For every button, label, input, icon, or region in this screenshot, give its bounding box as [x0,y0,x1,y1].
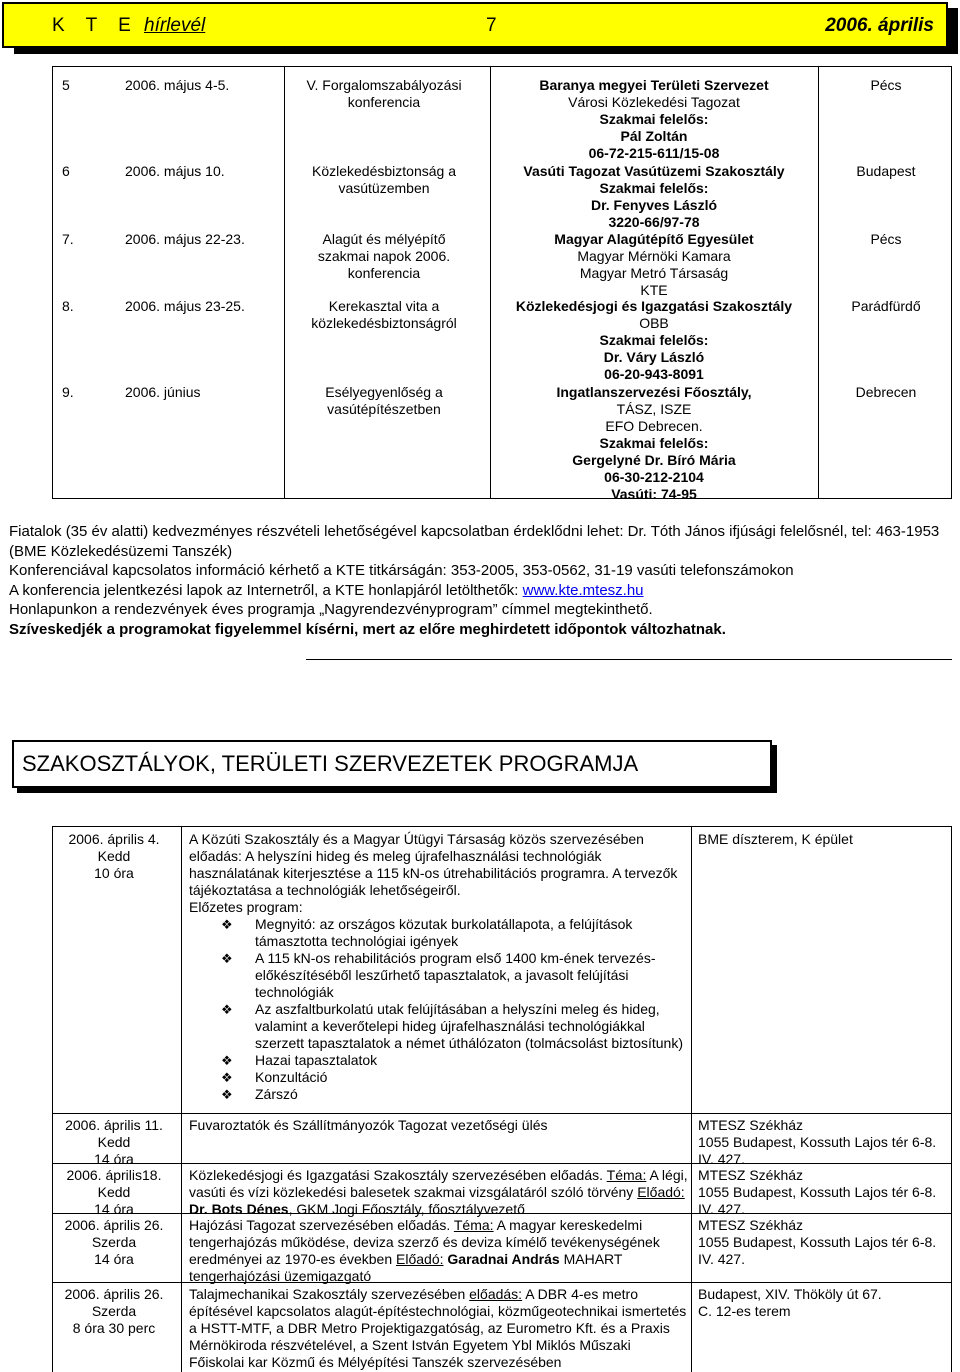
event-number: 7. [62,231,74,247]
organizer-line: Dr. Váry László [603,349,705,365]
organizer-line: Szakmai felelős: [599,435,709,451]
program-description [189,1217,689,1285]
description-text: A légi, vasúti és vízi közlekedési balesetek szakmai vizsgálatáról szóló törvény [189,1167,688,1200]
location-line: Budapest, XIV. Thököly út 67. [698,1286,882,1302]
program-location: BME díszterem, K épület [698,831,853,847]
location-line: 1055 Budapest, Kossuth Lajos tér 6-8. IV. 427. [698,1134,937,1167]
organizer-line: Magyar Mérnöki Kamara [577,248,731,264]
program-bullet-item [189,1001,689,1052]
diamond-bullet-icon: ❖ [221,1087,233,1102]
program-date-line: 2006. április 4. [68,831,160,847]
program-bullet-text: A 115 kN-os rehabilitációs program első 1400 km-ének tervezés-előkészítéséből leszűrhető tapasztalatok, a javasolt felújítási technológiák [255,950,656,1000]
event-title-line: vasútüzemben [338,180,430,196]
preliminary-program-label: Előzetes program: [189,899,303,915]
event-title-line: szakmai napok 2006. [317,248,451,264]
organizer-line: EFO Debrecen. [605,418,703,434]
program-time: 14 óra [94,1151,134,1167]
organizer-line: Pál Zoltán [620,128,688,144]
event-place: Budapest [856,163,916,179]
location-line: MTESZ Székház [698,1117,804,1133]
organizer-line: Vasúti Tagozat Vasútüzemi Szakosztály [523,163,785,179]
event-title [285,298,483,332]
organizer-line: 06-72-215-611/15-08 [588,145,720,161]
location-line: C. 12-es terem [698,1303,791,1319]
secretariat-info-paragraph: Konferenciával kapcsolatos információ kérhető a KTE titkárságán: 353-2005, 353-0562, 31-19 vasúti telefonszámokon [9,562,794,579]
event-date: 2006. május 4-5. [125,77,230,93]
event-number: 6 [62,163,70,179]
program-time: 14 óra [94,1251,134,1267]
program-description: Fuvaroztatók és Szállítmányozók Tagozat vezetőségi ülés [189,1117,548,1133]
event-organizer [490,163,818,231]
program-bullet-text: Konzultáció [255,1069,328,1085]
program-day: Kedd [97,1134,131,1150]
organizer-line: Szakmai felelős: [599,111,709,127]
info-paragraphs [9,522,957,639]
event-title-line: Közlekedésbiztonság a [312,163,456,179]
organizer-line: Szakmai felelős: [599,180,709,196]
program-bullet-item [189,950,689,1001]
page-number: 7 [486,15,497,36]
event-title-line: konferencia [347,94,421,110]
description-text: , GKM Jogi Főosztály, főosztályvezető [288,1201,525,1217]
event-title [285,384,483,418]
organizer-line: 06-20-943-8091 [604,366,704,382]
tema-label: Téma: [606,1167,647,1183]
program-location [698,1217,953,1268]
event-title [285,77,483,111]
program-location [698,1286,953,1320]
organizer-line: Szakmai felelős: [599,332,709,348]
program-date [53,1167,175,1218]
organizer-line: 06-30-212-2104 [604,469,704,485]
diamond-bullet-icon: ❖ [221,1070,233,1085]
event-date: 2006. május 10. [125,163,225,179]
organizer-line: Dr. Fenyves László [590,197,718,213]
event-title-line: vasútépítészetben [327,401,441,417]
program-location [698,1117,953,1168]
organizer-line: Magyar Alagútépítő Egyesület [554,231,754,247]
organizer-line: Gergelyné Dr. Bíró Mária [572,452,736,468]
youth-info-paragraph: Fiatalok (35 év alatti) kedvezményes részvételi lehetőségével kapcsolatban érdeklődni lehet: Dr. Tóth János ifjúsági felelősnél, tel: 463-1953 (BME Közlekedésüzemi Tanszék) [9,523,940,560]
event-title-line: közlekedésbiztonságról [311,315,457,331]
location-line: 1055 Budapest, Kossuth Lajos tér 6-8. IV. 427. [698,1184,937,1217]
event-organizer [490,384,818,503]
location-line: 1055 Budapest, Kossuth Lajos tér 6-8. IV. 427. [698,1234,937,1267]
description-text: MAHART tengerhajózási üzemigazgató [189,1251,623,1284]
program-time: 14 óra [94,1201,134,1217]
event-date: 2006. június [125,384,201,400]
program-table [52,826,952,1372]
program-description [189,1286,689,1371]
eloado-label: Előadó: [637,1184,685,1200]
column-divider [691,827,692,1372]
location-line: MTESZ Székház [698,1167,804,1183]
program-time: 10 óra [94,865,134,881]
organizer-line: KTE [640,282,668,298]
event-place: Parádfürdő [851,298,921,314]
event-title-line: konferencia [347,265,421,281]
column-divider [181,827,182,1372]
column-divider [818,67,819,498]
event-number: 5 [62,77,70,93]
program-day: Kedd [97,1184,131,1200]
organizer-line: Közlekedésjogi és Igazgatási Szakosztály [515,298,793,314]
program-bullet-text: Megnyitó: az országos közutak burkolatállapota, a felújítások támasztotta technológiai igények [255,916,633,949]
section-title: SZAKOSZTÁLYOK, TERÜLETI SZERVEZETEK PROGRAMJA [12,740,772,788]
speaker-name: Garadnai András [443,1251,560,1267]
description-text: A DBR 4-es metro építésével kapcsolatos alagút-építéstechnológiai, közműgeotechnikai ismertetés a HSTT-MTF, a DBR Metro Projektigazgatóság, az Eurometro Kft. és a Praxis Mérnökiroda részvételével, a Szent István Egyetem Ybl Miklós Műszaki Főiskolai kar Közmű és Mélyépítési Tanszék szervezésében [189,1286,687,1370]
event-title [285,231,483,282]
program-time: 8 óra 30 perc [72,1320,156,1336]
application-info-text: A konferencia jelentkezési lapok az Internetről, a KTE honlapjáról letölthetők: [9,581,523,599]
event-number: 8. [62,298,74,314]
event-title-line: Esélyegyenlőség a [325,384,443,400]
organizer-line: Baranya megyei Területi Szervezet [539,77,769,93]
program-day: Szerda [91,1234,137,1250]
column-divider [284,67,285,498]
notice-paragraph: Szíveskedjék a programokat figyelemmel kísérni, mert az előre meghirdetett időpontok változhatnak. [9,620,726,638]
description-text: A magyar kereskedelmi tengerhajózás működése, deviza szerző és deviza kímélő tevékenységének eredményei az 1970-es években [189,1217,660,1267]
annual-program-paragraph: Honlapunkon a rendezvények éves programja „Nagyrendezvényprogram” címmel megtekinthető. [9,601,653,618]
event-title-line: Kerekasztal vita a [328,298,440,314]
application-info-paragraph [9,581,957,601]
event-place: Pécs [870,77,902,93]
program-date [53,1286,175,1337]
organizer-line: Vasúti: 74-95 [611,486,697,502]
event-title [285,163,483,197]
program-bullet-text: Zárszó [255,1086,298,1102]
row-divider [53,1113,951,1114]
separator-line [306,659,952,660]
event-number: 9. [62,384,74,400]
program-date [53,1117,175,1168]
newsletter-header [2,2,948,48]
program-date-line: 2006. április18. [66,1167,162,1183]
program-day: Kedd [97,848,131,864]
event-date: 2006. május 22-23. [125,231,245,247]
organizer-line: Magyar Metró Társaság [579,265,729,281]
program-bullet-text: Hazai tapasztalatok [255,1052,378,1068]
header-date: 2006. április [825,15,934,36]
program-date-line: 2006. április 26. [64,1286,164,1302]
program-day: Szerda [91,1303,137,1319]
program-description-text: A Közúti Szakosztály és a Magyar Útügyi Társaság közös szervezésében előadás: A helyszíni hideg és meleg újrafelhasználási technológiák használatának kiterjesztése a 115 kN-os útrehabilitációs programra. A tervezők tájékoztatása a technológiák lehetőségeiről. [189,831,678,898]
organizer-line: Ingatlanszervezési Főosztály, [556,384,752,400]
diamond-bullet-icon: ❖ [221,1002,233,1017]
description-text: Talajmechanikai Szakosztály szervezésében [189,1286,470,1302]
tema-label: Téma: [453,1217,494,1233]
description-text: Közlekedésjogi és Igazgatási Szakosztály szervezésében előadás. [189,1167,607,1183]
program-bullet-text: Az aszfaltburkolatú utak felújításában a helyszíni meleg és hideg, valamint a keverőtelepi hideg újrafelhasználási technológiákkal szerzett tapasztalatok a német úthálózaton (tolmácsolást biztosítunk) [255,1001,683,1051]
organizer-line: OBB [639,315,669,331]
header-hirlevel: hírlevél [144,15,206,36]
event-organizer [490,298,818,383]
organizer-line: 3220-66/97-78 [608,214,700,230]
event-title-line: Alagút és mélyépítő [322,231,446,247]
program-location [698,1167,953,1218]
eloadas-label: előadás: [469,1286,523,1302]
diamond-bullet-icon: ❖ [221,951,233,966]
diamond-bullet-icon: ❖ [221,1053,233,1068]
eloado-label: Előadó: [396,1251,444,1267]
program-date [53,1217,175,1268]
program-date [53,831,175,882]
event-date: 2006. május 23-25. [125,298,245,314]
program-bullet-item [189,916,689,950]
event-title-line: V. Forgalomszabályozási [306,77,462,93]
header-kte: K T E [52,15,139,36]
program-bullet-item [189,1052,689,1069]
organizer-line: TÁSZ, ISZE [616,401,692,417]
program-bullet-list [189,916,689,1103]
program-bullet-item [189,1086,689,1103]
program-date-line: 2006. április 26. [64,1217,164,1233]
program-bullet-item [189,1069,689,1086]
speaker-name: Dr. Bots Dénes [189,1201,289,1217]
organizer-line: Városi Közlekedési Tagozat [568,94,740,110]
location-line: MTESZ Székház [698,1217,804,1233]
diamond-bullet-icon: ❖ [221,917,233,932]
event-organizer [490,77,818,162]
event-organizer [490,231,818,299]
program-description [189,831,689,1103]
program-description [189,1167,689,1218]
event-place: Debrecen [855,384,917,400]
event-place: Pécs [870,231,902,247]
description-text: Hajózási Tagozat szervezésében előadás. [189,1217,454,1233]
events-table [52,66,952,502]
program-date-line: 2006. április 11. [65,1117,163,1133]
website-link[interactable]: www.kte.mtesz.hu [522,581,644,599]
